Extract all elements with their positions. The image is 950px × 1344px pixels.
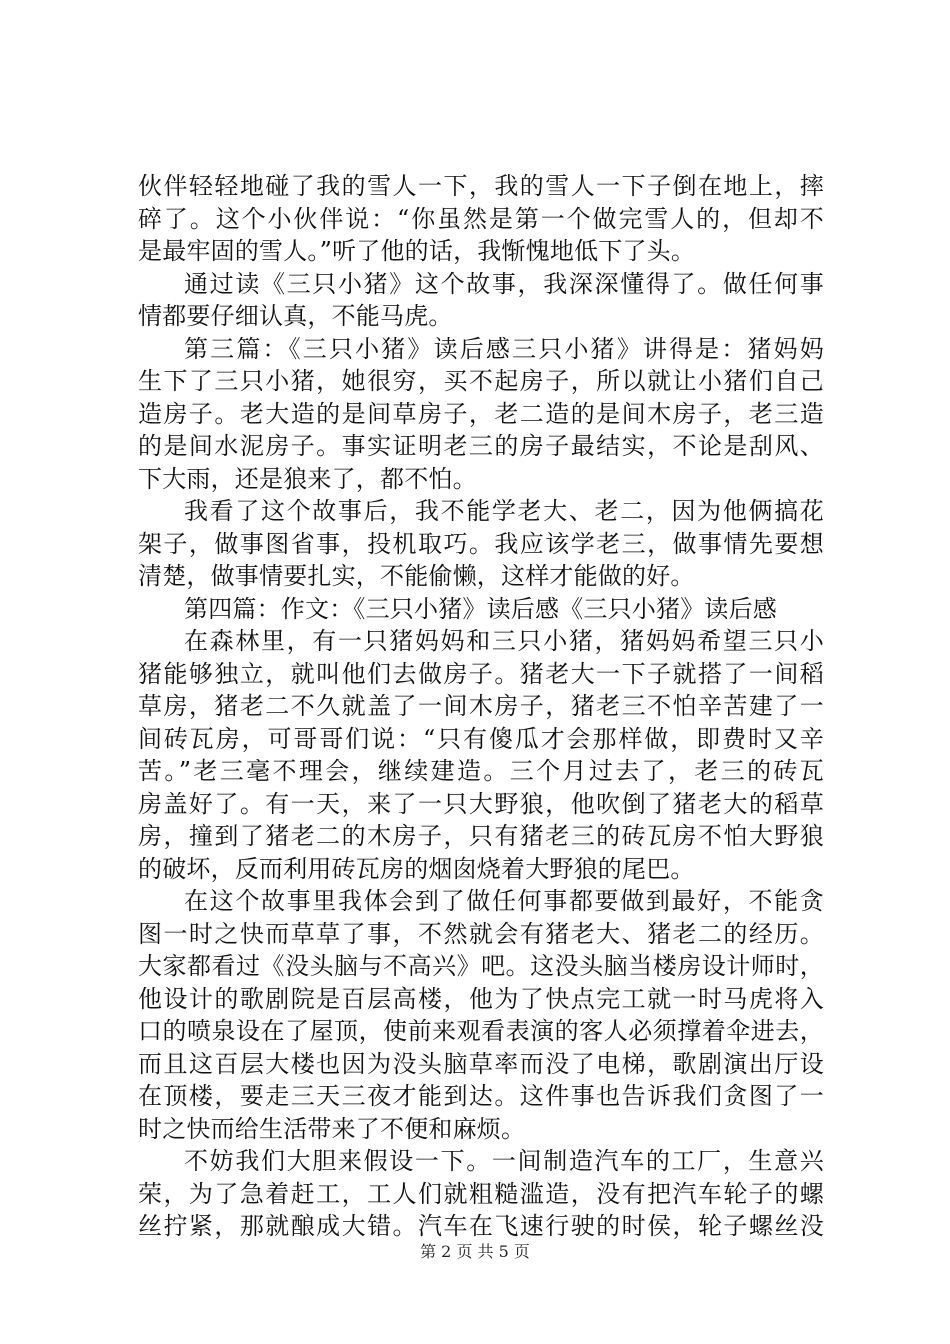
text-line: 的是间水泥房子。事实证明老三的房子最结实，不论是刮风、 — [138, 432, 824, 460]
text-line: 第四篇：作文：《三只小猪》读后感《三只小猪》读后感 — [184, 594, 777, 623]
text-line: 的破坏，反而利用砖瓦房的烟囱烧着大野狼的尾巴。 — [138, 854, 695, 883]
text-line: 不妨我们大胆来假设一下。一间制造汽车的工厂，生意兴 — [184, 1147, 824, 1175]
text-line: 口的喷泉设在了屋顶，使前来观看表演的客人必须撑着伞进去， — [138, 1017, 824, 1045]
text-line: 而且这百层大楼也因为没头脑草率而没了电梯，歌剧演出厅设 — [138, 1049, 824, 1078]
text-line: 生下了三只小猪，她很穷，买不起房子，所以就让小猪们自己 — [138, 367, 824, 395]
text-line: 是最牢固的雪人。”听了他的话，我惭愧地低下了头。 — [138, 237, 696, 265]
text-line: 大家都看过《没头脑与不高兴》吧。这没头脑当楼房设计师时， — [138, 952, 824, 980]
text-line: 下大雨，还是狼来了，都不怕。 — [138, 464, 477, 493]
text-line: 苦。”老三毫不理会，继续建造。三个月过去了，老三的砖瓦 — [138, 757, 824, 785]
text-line: 间砖瓦房，可哥哥们说：“只有傻瓜才会那样做，即费时又辛 — [138, 724, 824, 753]
text-line: 架子，做事图省事，投机取巧。我应该学老三，做事情先要想 — [138, 529, 824, 558]
text-line: 在顶楼，要走三天三夜才能到达。这件事也告诉我们贪图了一 — [138, 1082, 824, 1110]
text-line: 在森林里，有一只猪妈妈和三只小猪，猪妈妈希望三只小 — [184, 627, 824, 655]
document-body — [138, 170, 824, 1243]
text-line: 猪能够独立，就叫他们去做房子。猪老大一下子就搭了一间稻 — [138, 659, 824, 688]
text-line: 通过读《三只小猪》这个故事，我深深懂得了。做任何事 — [184, 269, 824, 298]
text-line: 房，撞到了猪老二的木房子，只有猪老三的砖瓦房不怕大野狼 — [138, 822, 824, 850]
text-line: 造房子。老大造的是间草房子，老二造的是间木房子，老三造 — [138, 399, 824, 428]
text-line: 时之快而给生活带来了不便和麻烦。 — [138, 1114, 526, 1143]
page-footer — [0, 1242, 950, 1262]
text-line: 草房，猪老二不久就盖了一间木房子，猪老三不怕辛苦建了一 — [138, 692, 824, 720]
text-line: 第三篇：《三只小猪》读后感三只小猪》讲得是：猪妈妈 — [184, 334, 824, 363]
text-line: 房盖好了。有一天，来了一只大野狼，他吹倒了猪老大的稻草 — [138, 789, 824, 818]
text-line: 荣，为了急着赶工，工人们就粗糙滥造，没有把汽车轮子的螺 — [138, 1179, 824, 1208]
text-line: 清楚，做事情要扎实，不能偷懒，这样才能做的好。 — [138, 562, 695, 590]
text-line: 碎了。这个小伙伴说：“你虽然是第一个做完雪人的，但却不 — [138, 204, 824, 233]
text-line: 我看了这个故事后，我不能学老大、老二，因为他俩搞花 — [184, 497, 824, 525]
text-line: 图一时之快而草草了事，不然就会有猪老大、猪老二的经历。 — [138, 919, 824, 948]
text-line: 伙伴轻轻地碰了我的雪人一下，我的雪人一下子倒在地上，摔 — [138, 172, 824, 200]
text-line: 在这个故事里我体会到了做任何事都要做到最好，不能贪 — [184, 887, 824, 915]
page-number: 第 2 页 共 5 页 — [420, 1242, 530, 1261]
text-line: 情都要仔细认真，不能马虎。 — [138, 302, 453, 330]
text-line: 丝拧紧，那就酿成大错。汽车在飞速行驶的时侯，轮子螺丝没 — [138, 1212, 824, 1240]
text-line: 他设计的歌剧院是百层高楼，他为了快点完工就一时马虎将入 — [138, 984, 824, 1013]
